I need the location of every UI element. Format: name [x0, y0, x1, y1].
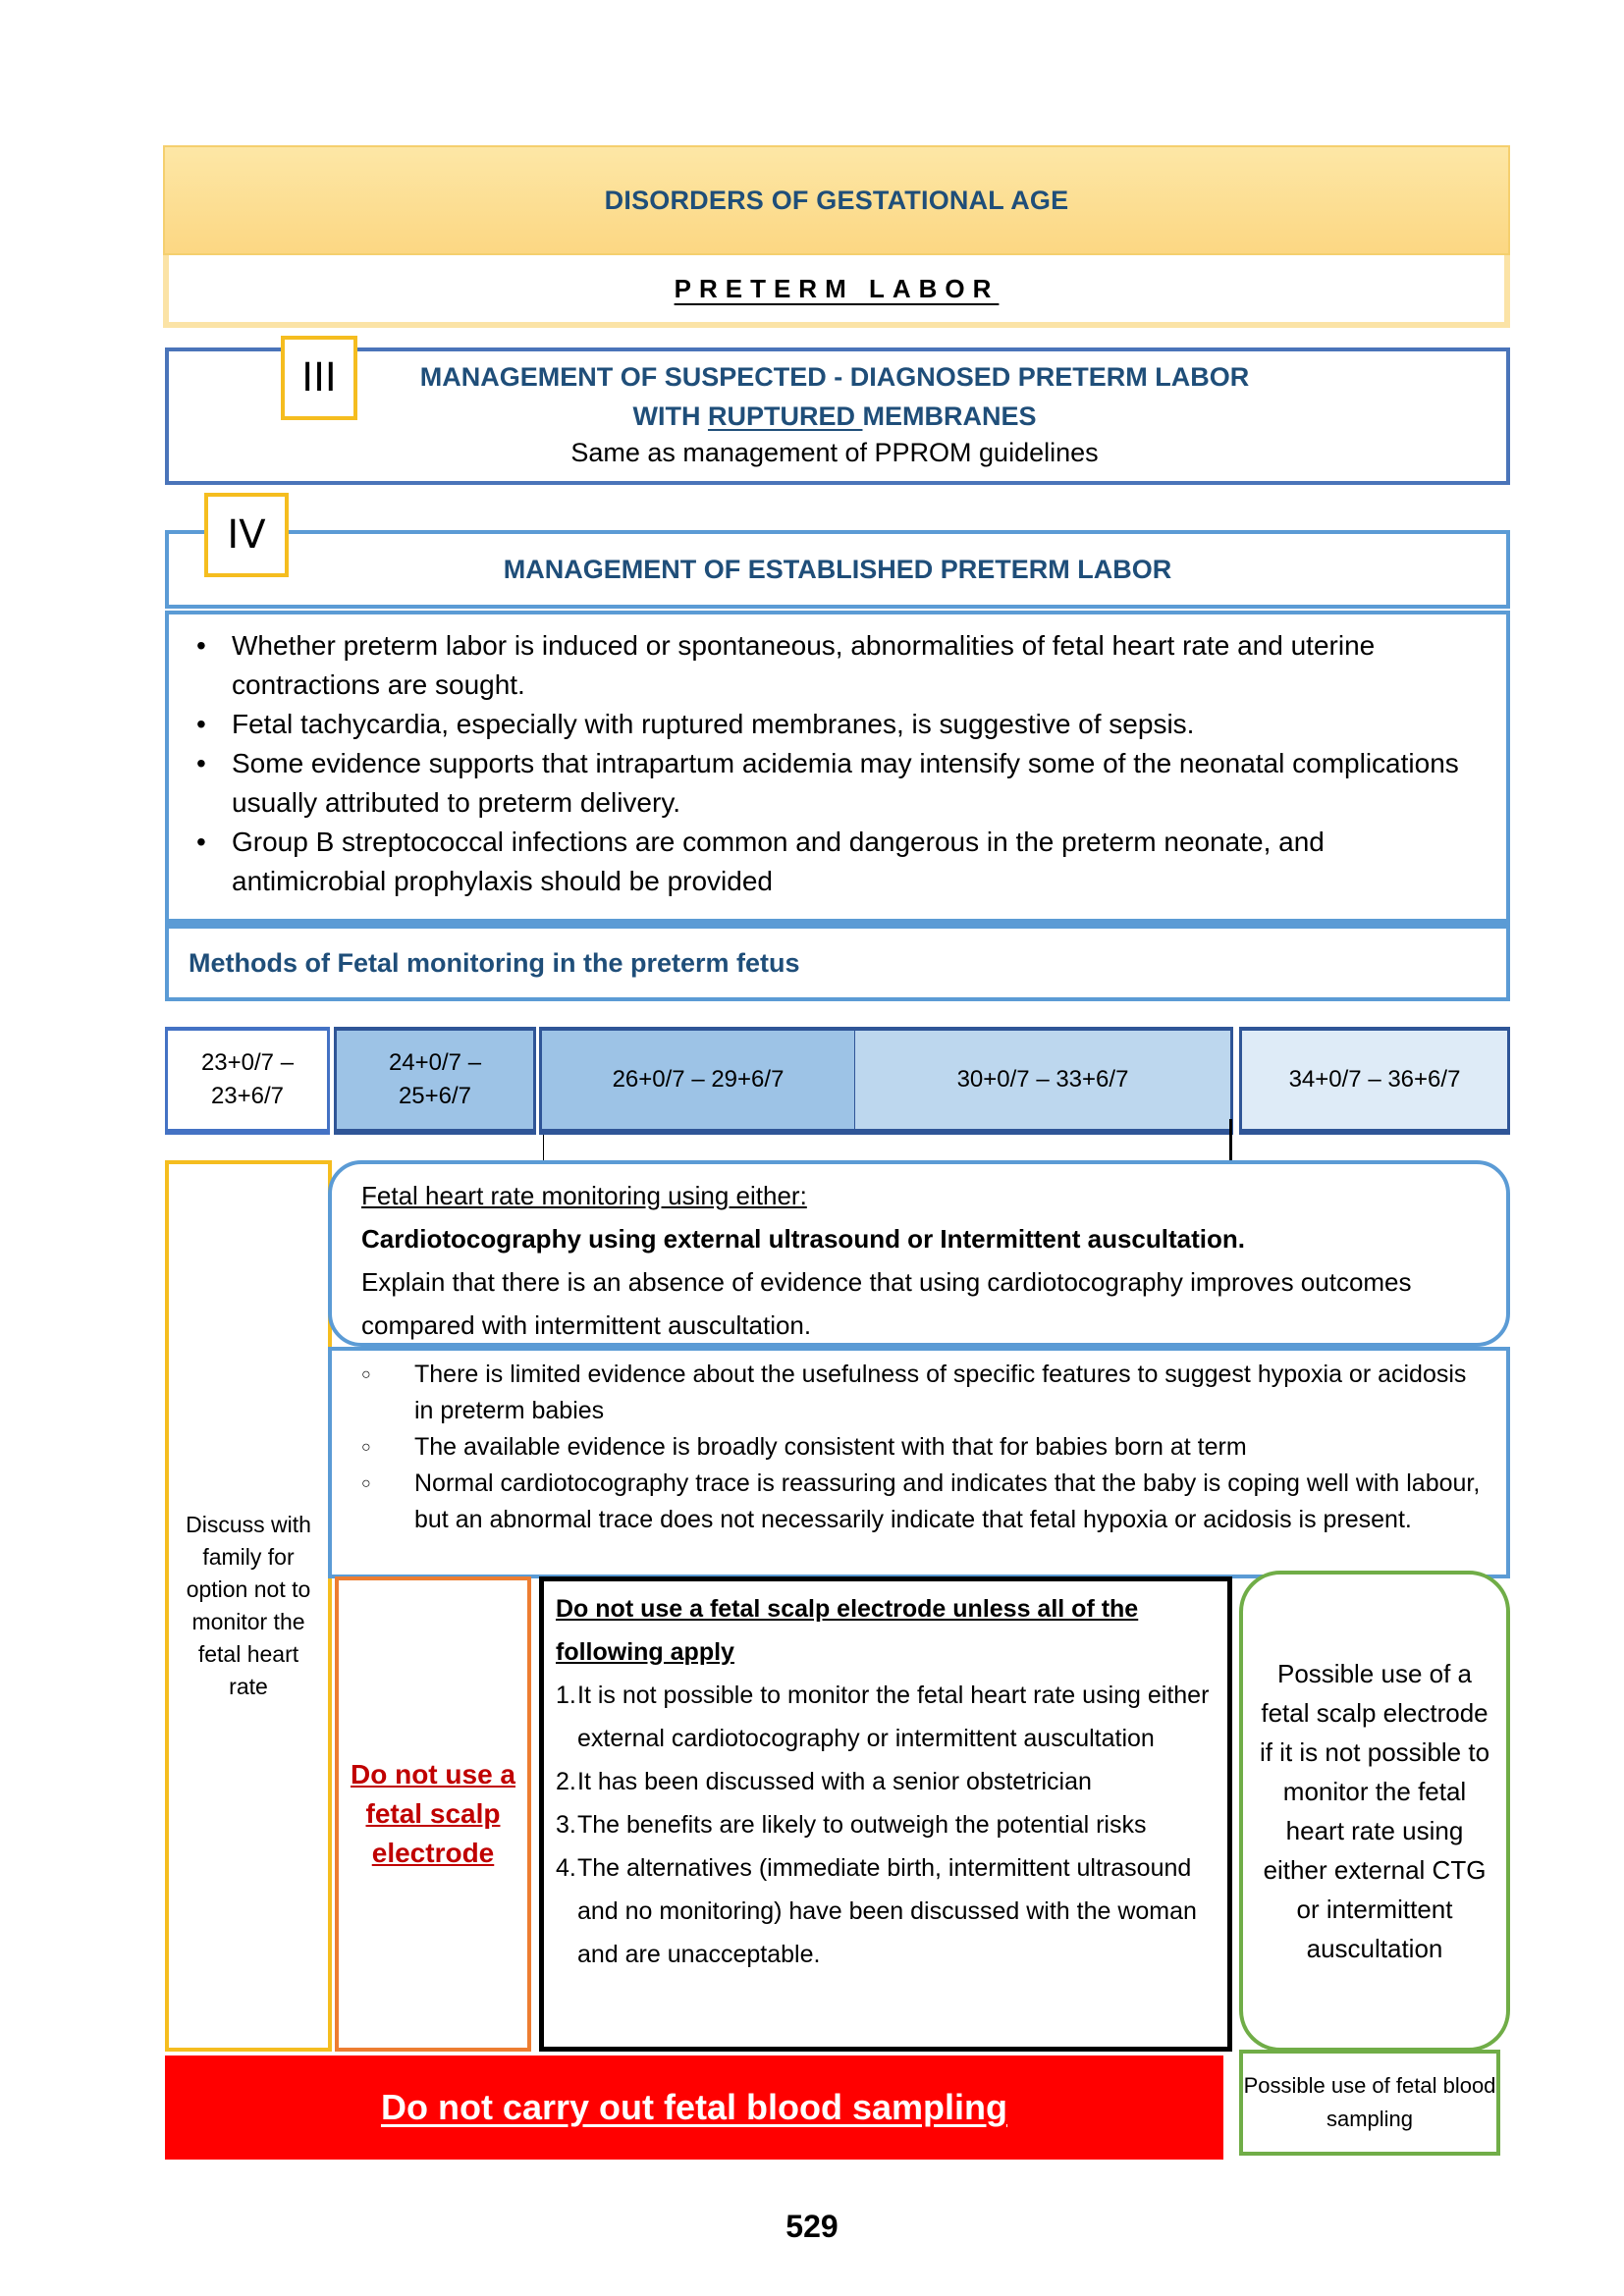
gestational-age-cell: 34+0/7 – 36+6/7 [1239, 1027, 1510, 1135]
evidence-item: ○ The available evidence is broadly consistent with that for babies born at term [352, 1429, 1487, 1466]
discuss-with-family-box: Discuss with family for option not to monitor the fetal heart rate [165, 1160, 332, 2052]
condition-item: 4. The alternatives (immediate birth, intermittent ultrasound and no monitoring) have been discussed with the woman and are unacceptable. [556, 1854, 1197, 1968]
possible-fbs-box: Possible use of fetal blood sampling [1239, 2050, 1500, 2156]
chapter-header [163, 145, 1510, 255]
gestational-age-cell: 30+0/7 – 33+6/7 [854, 1027, 1233, 1135]
fse-conditions-box [539, 1576, 1232, 2052]
gestational-age-cell: 26+0/7 – 29+6/7 [539, 1027, 855, 1135]
section-iii-badge: III [281, 336, 357, 420]
evidence-item: ○ There is limited evidence about the usefulness of specific features to suggest hypoxia or acidosis in preterm babies [352, 1357, 1487, 1429]
page-number: 529 [785, 2209, 839, 2244]
section-iv-badge: IV [204, 493, 289, 577]
section-subtitle: PRETERM LABOR [674, 273, 1000, 303]
fhr-methods: Cardiotocography using external ultrasound or Intermittent auscultation. [361, 1224, 1245, 1254]
established-labor-bullets [165, 611, 1510, 923]
methods-heading: Methods of Fetal monitoring in the preterm fetus [189, 947, 800, 978]
section-iii-title: MANAGEMENT OF SUSPECTED - DIAGNOSED PRETERM LABOR WITH RUPTURED MEMBRANES [419, 362, 1250, 431]
connector-line [1229, 1119, 1232, 1164]
condition-item: 3. The benefits are likely to outweigh the potential risks [556, 1811, 1147, 1839]
condition-item: 2. It has been discussed with a senior obstetrician [556, 1768, 1092, 1795]
fhr-explanation: Explain that there is an absence of evidence that using cardiotocography improves outcomes compared with intermittent auscultation. [361, 1267, 1412, 1340]
section-iv-title-box [165, 530, 1510, 609]
fhr-heading: Fetal heart rate monitoring using either: [361, 1181, 807, 1210]
section-iii-note: Same as management of PPROM guidelines [570, 438, 1099, 467]
section-subtitle-box [163, 255, 1510, 328]
bullet-item: • Some evidence supports that intrapartum acidemia may intensify some of the neonatal complications usually attributed to preterm delivery. [189, 744, 1467, 823]
chapter-title: DISORDERS OF GESTATIONAL AGE [604, 185, 1069, 215]
bullet-item: • Group B streptococcal infections are common and dangerous in the preterm neonate, and antimicrobial prophylaxis should be provided [189, 823, 1467, 901]
evidence-box [328, 1347, 1510, 1578]
section-iv-title: MANAGEMENT OF ESTABLISHED PRETERM LABOR [503, 554, 1172, 584]
possible-fse-box: Possible use of a fetal scalp electrode if it is not possible to monitor the fetal heart rate using either external CTG or intermittent auscultation [1239, 1571, 1510, 2052]
condition-item: 1. It is not possible to monitor the fetal heart rate using either external cardiotocography or intermittent auscultation [556, 1682, 1210, 1752]
fse-conditions-heading: Do not use a fetal scalp electrode unless all of the following apply [556, 1595, 1139, 1666]
fhr-monitoring-box [328, 1160, 1510, 1347]
bullet-item: • Whether preterm labor is induced or spontaneous, abnormalities of fetal heart rate and uterine contractions are sought. [189, 626, 1467, 705]
no-fetal-blood-sampling-banner: Do not carry out fetal blood sampling [165, 2056, 1223, 2160]
do-not-use-fse-box: Do not use a fetal scalp electrode [335, 1576, 531, 2052]
gestational-age-cell: 23+0/7 – 23+6/7 [165, 1027, 330, 1135]
evidence-item: ○ Normal cardiotocography trace is reassuring and indicates that the baby is coping well with labour, but an abnormal trace does not necessarily indicate that fetal hypoxia or acidosis is present. [352, 1466, 1487, 1538]
methods-heading-box [165, 923, 1510, 1001]
bullet-item: • Fetal tachycardia, especially with ruptured membranes, is suggestive of sepsis. [189, 705, 1467, 744]
gestational-age-cell: 24+0/7 – 25+6/7 [334, 1027, 536, 1135]
